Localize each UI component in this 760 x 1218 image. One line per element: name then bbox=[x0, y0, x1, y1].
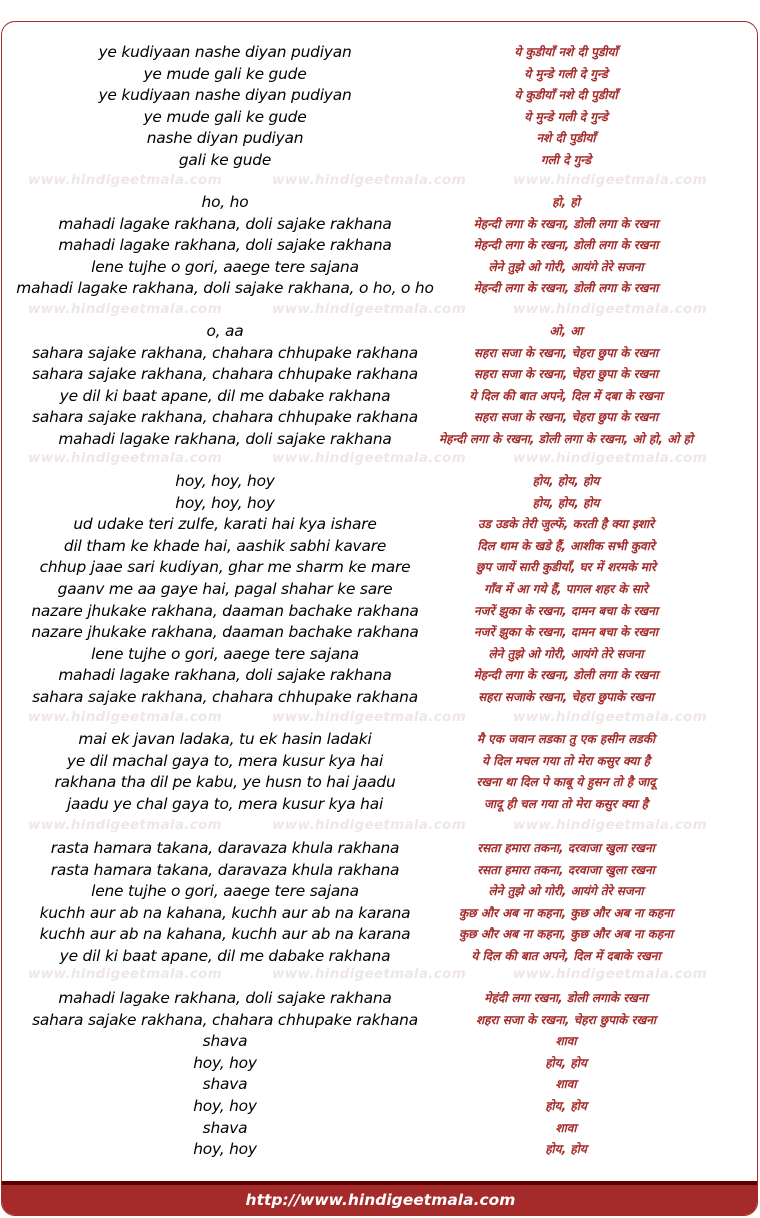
lyric-hindi: ओ, आ bbox=[549, 324, 583, 338]
lyric-line bbox=[2, 407, 758, 429]
lyric-line bbox=[2, 536, 758, 558]
lyric-english: hoy, hoy bbox=[193, 1096, 257, 1115]
lyric-english: gali ke gude bbox=[178, 150, 272, 169]
lyric-english: mahadi lagake rakhana, doli sajake rakhana bbox=[58, 429, 392, 448]
lyric-hindi: रसता हमारा तकना, दरवाजा खुला रखना bbox=[477, 862, 655, 877]
lyric-english: sahara sajake rakhana, chahara chhupake rakhana bbox=[32, 1010, 418, 1029]
lyric-line bbox=[2, 1096, 758, 1118]
watermark-row bbox=[2, 966, 758, 986]
lyric-line bbox=[2, 1031, 758, 1053]
lyric-english: o, aa bbox=[206, 322, 244, 340]
lyric-hindi: हो, हो bbox=[552, 195, 580, 209]
lyric-english: ye mude gali ke gude bbox=[143, 107, 307, 126]
lyric-english: lene tujhe o gori, aaege tere sajana bbox=[91, 257, 359, 276]
lyric-line bbox=[2, 838, 758, 860]
lyric-line bbox=[2, 343, 758, 365]
lyric-hindi: मेहन्दी लगा के रखना, डोली लगा के रखना bbox=[473, 668, 659, 683]
watermark-text: www.hindigeetmala.com bbox=[272, 817, 466, 833]
lyric-hindi: गली दे गुन्डे bbox=[540, 152, 592, 167]
lyric-english: ho, ho bbox=[201, 193, 249, 211]
lyric-line bbox=[2, 107, 758, 129]
lyric-english: ye kudiyaan nashe diyan pudiyan bbox=[98, 86, 352, 105]
lyric-english: lene tujhe o gori, aaege tere sajana bbox=[91, 644, 359, 663]
lyric-hindi: दिल थाम के खडे हैं, आशीक सभी कुवारे bbox=[477, 538, 655, 553]
lyric-line bbox=[2, 128, 758, 150]
lyric-line bbox=[2, 150, 758, 172]
lyric-line bbox=[2, 1139, 758, 1161]
lyric-hindi: लेने तुझे ओ गोरी, आयंगे तेरे सजना bbox=[488, 259, 644, 274]
lyric-line bbox=[2, 493, 758, 515]
lyric-english: shava bbox=[202, 1075, 248, 1094]
stanza bbox=[2, 192, 758, 300]
lyric-hindi: सहरा सजा के रखना, चेहरा छुपा के रखना bbox=[473, 345, 659, 360]
lyric-hindi: लेने तुझे ओ गोरी, आयंगे तेरे सजना bbox=[488, 884, 644, 899]
lyric-english: nazare jhukake rakhana, daaman bachake rakhana bbox=[31, 601, 419, 620]
lyric-hindi: ये कुडीयाँ नशे दी पुडीयाँ bbox=[514, 88, 618, 103]
lyric-english: mahadi lagake rakhana, doli sajake rakhana bbox=[58, 989, 392, 1007]
lyric-hindi: ये दिल की बात अपने, दिल में दबा के रखना bbox=[469, 388, 663, 403]
lyric-english: hoy, hoy bbox=[193, 1140, 257, 1159]
lyric-english: jaadu ye chal gaya to, mera kusur kya hai bbox=[66, 794, 384, 813]
watermark-text: www.hindigeetmala.com bbox=[28, 709, 222, 725]
lyric-hindi: होय, होय, होय bbox=[532, 495, 600, 510]
watermark-text: www.hindigeetmala.com bbox=[513, 172, 707, 188]
watermark-text: www.hindigeetmala.com bbox=[513, 817, 707, 833]
lyric-english: ye dil ki baat apane, dil me dabake rakhana bbox=[59, 946, 391, 965]
lyric-line bbox=[2, 903, 758, 925]
stanza bbox=[2, 838, 758, 968]
watermark-row bbox=[2, 172, 758, 192]
watermark-text: www.hindigeetmala.com bbox=[513, 709, 707, 725]
lyric-english: hoy, hoy bbox=[193, 1053, 257, 1072]
lyric-line bbox=[2, 622, 758, 644]
lyric-hindi: नजरें झुका के रखना, दामन बचा के रखना bbox=[474, 603, 658, 618]
lyric-hindi: लेने तुझे ओ गोरी, आयंगे तेरे सजना bbox=[488, 646, 644, 661]
lyric-hindi: गाँव में आ गये हैं, पागल शहर के सारे bbox=[484, 581, 648, 596]
lyric-english: rasta hamara takana, daravaza khula rakhana bbox=[50, 839, 400, 857]
watermark-text: www.hindigeetmala.com bbox=[513, 301, 707, 317]
lyric-hindi: मेहंदी लगा रखना, डोली लगाके रखना bbox=[484, 991, 648, 1005]
lyric-english: mahadi lagake rakhana, doli sajake rakhana bbox=[58, 236, 392, 255]
lyrics-card bbox=[1, 21, 758, 1216]
lyric-hindi: होय, होय bbox=[545, 1142, 587, 1157]
lyric-line bbox=[2, 946, 758, 968]
lyric-english: gaanv me aa gaye hai, pagal shahar ke sare bbox=[57, 579, 393, 598]
watermark-row bbox=[2, 450, 758, 470]
lyric-hindi: मेहन्दी लगा के रखना, डोली लगा के रखना bbox=[473, 216, 659, 231]
watermark-text: www.hindigeetmala.com bbox=[28, 966, 222, 982]
lyric-hindi: होय, होय bbox=[545, 1098, 587, 1113]
lyric-hindi: मै एक जवान लडका तु एक हसीन लडकी bbox=[476, 732, 656, 746]
lyric-english: rakhana tha dil pe kabu, ye husn to hai jaadu bbox=[54, 773, 396, 792]
lyric-hindi: जादू ही चल गया तो मेरा कसुर क्या है bbox=[483, 796, 649, 811]
lyric-english: mai ek javan ladaka, tu ek hasin ladaki bbox=[78, 730, 372, 748]
lyric-line bbox=[2, 924, 758, 946]
lyric-hindi: रखना था दिल पे काबू ये हुसन तो है जादू bbox=[476, 775, 656, 790]
lyric-hindi: मेहन्दी लगा के रखना, डोली लगा के रखना bbox=[473, 238, 659, 253]
watermark-text: www.hindigeetmala.com bbox=[28, 172, 222, 188]
lyric-english: ye dil machal gaya to, mera kusur kya hai bbox=[66, 751, 384, 770]
stanza bbox=[2, 988, 758, 1161]
watermark-text: www.hindigeetmala.com bbox=[272, 450, 466, 466]
footer-url[interactable]: http://www.hindigeetmala.com bbox=[245, 1191, 516, 1209]
lyric-line bbox=[2, 429, 758, 451]
lyric-line bbox=[2, 364, 758, 386]
stanza bbox=[2, 42, 758, 172]
lyric-hindi: मेहन्दी लगा के रखना, डोली लगा के रखना, ओ हो, ओ हो bbox=[438, 431, 694, 446]
lyric-english: ye dil ki baat apane, dil me dabake rakhana bbox=[59, 386, 391, 405]
lyric-english: sahara sajake rakhana, chahara chhupake rakhana bbox=[32, 365, 418, 384]
lyric-english: sahara sajake rakhana, chahara chhupake rakhana bbox=[32, 343, 418, 362]
lyric-hindi: मेहन्दी लगा के रखना, डोली लगा के रखना bbox=[473, 281, 659, 296]
lyric-line bbox=[2, 257, 758, 279]
lyric-line bbox=[2, 85, 758, 107]
lyric-hindi: ये दिल मचल गया तो मेरा कसुर क्या है bbox=[482, 753, 650, 768]
lyric-line bbox=[2, 644, 758, 666]
lyric-line bbox=[2, 514, 758, 536]
lyric-english: kuchh aur ab na kahana, kuchh aur ab na karana bbox=[39, 925, 411, 944]
lyric-english: hoy, hoy, hoy bbox=[175, 493, 275, 512]
lyric-line bbox=[2, 988, 758, 1010]
stanza bbox=[2, 321, 758, 451]
watermark-row bbox=[2, 817, 758, 837]
lyric-hindi: उड उडके तेरी जुल्फें, करती है क्या इशारे bbox=[477, 517, 655, 532]
lyric-hindi: शावा bbox=[555, 1077, 577, 1092]
lyric-hindi: कुछ और अब ना कहना, कुछ और अब ना कहना bbox=[458, 905, 674, 920]
lyric-hindi: शावा bbox=[555, 1034, 577, 1049]
lyric-line bbox=[2, 601, 758, 623]
lyric-english: sahara sajake rakhana, chahara chhupake rakhana bbox=[32, 408, 418, 427]
lyric-english: mahadi lagake rakhana, doli sajake rakhana bbox=[58, 666, 392, 685]
lyric-line bbox=[2, 235, 758, 257]
lyric-line bbox=[2, 1118, 758, 1140]
lyric-line bbox=[2, 1053, 758, 1075]
lyric-english: kuchh aur ab na kahana, kuchh aur ab na karana bbox=[39, 903, 411, 922]
footer-bar bbox=[2, 1181, 758, 1215]
watermark-row bbox=[2, 709, 758, 729]
lyric-english: nazare jhukake rakhana, daaman bachake rakhana bbox=[31, 623, 419, 642]
lyric-line bbox=[2, 64, 758, 86]
lyric-hindi: सहरा सजाके रखना, चेहरा छुपाके रखना bbox=[478, 689, 654, 704]
lyric-line bbox=[2, 579, 758, 601]
lyric-hindi: छुप जायें सारी कुडीयाँ, घर में शरमके मारे bbox=[476, 560, 656, 575]
watermark-text: www.hindigeetmala.com bbox=[272, 709, 466, 725]
lyric-hindi: रसता हमारा तकना, दरवाजा खुला रखना bbox=[477, 841, 655, 855]
lyric-line bbox=[2, 278, 758, 300]
lyric-line bbox=[2, 192, 758, 214]
lyric-line bbox=[2, 751, 758, 773]
watermark-text: www.hindigeetmala.com bbox=[272, 966, 466, 982]
lyric-hindi: ये दिल की बात अपने, दिल में दबाके रखना bbox=[471, 948, 661, 963]
stanza bbox=[2, 471, 758, 709]
lyric-line bbox=[2, 557, 758, 579]
watermark-text: www.hindigeetmala.com bbox=[272, 172, 466, 188]
lyric-english: ye mude gali ke gude bbox=[143, 64, 307, 83]
watermark-text: www.hindigeetmala.com bbox=[28, 817, 222, 833]
lyric-hindi: सहरा सजा के रखना, चेहरा छुपा के रखना bbox=[473, 410, 659, 425]
lyric-line bbox=[2, 321, 758, 343]
lyric-english: chhup jaae sari kudiyan, ghar me sharm ke mare bbox=[39, 558, 411, 577]
lyric-line bbox=[2, 386, 758, 408]
watermark-text: www.hindigeetmala.com bbox=[513, 966, 707, 982]
watermark-text: www.hindigeetmala.com bbox=[272, 301, 466, 317]
lyric-hindi: होय, होय bbox=[545, 1055, 587, 1070]
lyric-line bbox=[2, 729, 758, 751]
lyric-hindi: ये मुन्डे गली दे गुन्डे bbox=[524, 109, 608, 124]
lyric-line bbox=[2, 1074, 758, 1096]
lyric-line bbox=[2, 794, 758, 816]
lyric-english: mahadi lagake rakhana, doli sajake rakhana bbox=[58, 214, 392, 233]
lyric-hindi: होय, होय, होय bbox=[532, 474, 600, 488]
lyric-hindi: ये मुन्डे गली दे गुन्डे bbox=[524, 66, 608, 81]
lyric-line bbox=[2, 1010, 758, 1032]
lyric-hindi: कुछ और अब ना कहना, कुछ और अब ना कहना bbox=[458, 927, 674, 942]
lyric-english: hoy, hoy, hoy bbox=[175, 472, 275, 490]
lyric-english: ye kudiyaan nashe diyan pudiyan bbox=[98, 43, 352, 61]
lyric-line bbox=[2, 687, 758, 709]
lyric-line bbox=[2, 471, 758, 493]
lyric-english: sahara sajake rakhana, chahara chhupake rakhana bbox=[32, 687, 418, 706]
lyric-hindi: शावा bbox=[555, 1120, 577, 1135]
lyric-hindi: ये कुडीयाँ नशे दी पुडीयाँ bbox=[514, 45, 618, 59]
lyric-english: ud udake teri zulfe, karati hai kya ishare bbox=[73, 515, 377, 534]
lyric-hindi: नशे दी पुडीयाँ bbox=[536, 131, 596, 146]
watermark-text: www.hindigeetmala.com bbox=[28, 450, 222, 466]
lyric-line bbox=[2, 881, 758, 903]
lyric-hindi: सहरा सजा के रखना, चेहरा छुपा के रखना bbox=[473, 367, 659, 382]
lyric-english: shava bbox=[202, 1118, 248, 1137]
lyric-english: mahadi lagake rakhana, doli sajake rakhana, o ho, o ho bbox=[16, 279, 434, 298]
stanza bbox=[2, 729, 758, 815]
watermark-text: www.hindigeetmala.com bbox=[28, 301, 222, 317]
lyric-english: shava bbox=[202, 1032, 248, 1051]
lyric-english: nashe diyan pudiyan bbox=[146, 129, 304, 148]
watermark-row bbox=[2, 301, 758, 321]
lyric-line bbox=[2, 42, 758, 64]
lyric-hindi: नजरें झुका के रखना, दामन बचा के रखना bbox=[474, 625, 658, 640]
lyric-line bbox=[2, 214, 758, 236]
lyric-hindi: शहरा सजा के रखना, चेहरा छुपाके रखना bbox=[475, 1012, 657, 1027]
lyric-line bbox=[2, 772, 758, 794]
lyric-line bbox=[2, 665, 758, 687]
lyric-english: lene tujhe o gori, aaege tere sajana bbox=[91, 882, 359, 901]
watermark-text: www.hindigeetmala.com bbox=[513, 450, 707, 466]
lyric-line bbox=[2, 860, 758, 882]
lyric-english: rasta hamara takana, daravaza khula rakhana bbox=[50, 860, 400, 879]
lyric-english: dil tham ke khade hai, aashik sabhi kavare bbox=[63, 536, 387, 555]
